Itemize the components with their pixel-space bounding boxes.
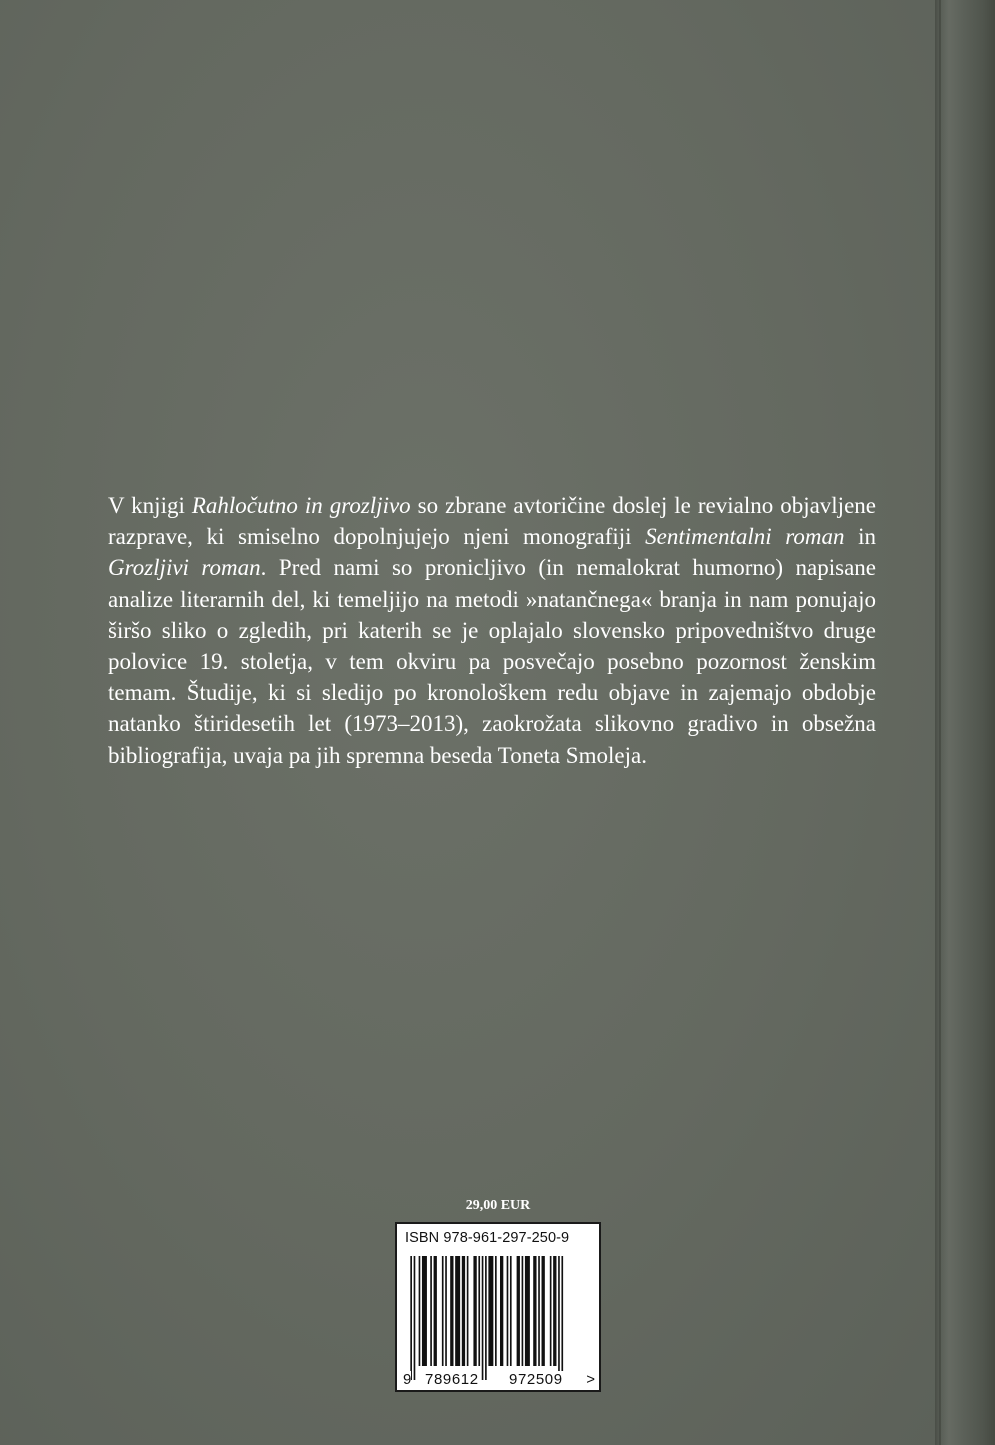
barcode-bar bbox=[522, 1256, 524, 1366]
barcode-digits-left: 789612 bbox=[425, 1371, 479, 1388]
spine-groove bbox=[939, 0, 941, 1445]
barcode-bar bbox=[495, 1256, 497, 1366]
barcode-digits bbox=[401, 1368, 597, 1388]
barcode-bar bbox=[450, 1256, 453, 1366]
barcode-bar bbox=[550, 1256, 552, 1366]
barcode-bar bbox=[462, 1256, 465, 1366]
barcode-bar bbox=[485, 1256, 487, 1380]
barcode-bar bbox=[445, 1256, 447, 1366]
blurb-part-1: V knjigi bbox=[108, 493, 192, 518]
barcode-bar bbox=[538, 1256, 540, 1366]
barcode-bars bbox=[407, 1256, 593, 1380]
barcode-quiet-mark: > bbox=[586, 1371, 595, 1388]
barcode-bar bbox=[533, 1256, 536, 1366]
barcode-bar bbox=[517, 1256, 520, 1366]
blurb-part-4: . Pred nami so pronicljivo (in nemalokrat humorno) napisane analize literarnih del, ki temeljijo na metodi »natančnega« branja in nam ponujajo širšo sliko o zgledih, pri katerih se je oplajalo slovensko pripovedništvo druge polovice 19. stoletja, v tem okviru pa posvečajo posebno pozornost ženskim temam. Študije, ki si sledijo po kronološkem redu objave in zajemajo obdobje natanko štiridesetih let (1973–2013), zaokrožata slikovno gradivo in obsežna bibliografija, uvaja pa jih spremna beseda Toneta Smoleja. bbox=[108, 555, 876, 768]
barcode-bar bbox=[455, 1256, 460, 1366]
monograph-title-1: Sentimentalni roman bbox=[645, 524, 845, 550]
barcode-bar bbox=[558, 1256, 560, 1380]
barcode-bar bbox=[414, 1256, 416, 1380]
barcode-digit-first: 9 bbox=[403, 1371, 412, 1388]
barcode-bar bbox=[500, 1256, 503, 1366]
barcode-bar bbox=[430, 1256, 432, 1366]
spine-edge bbox=[935, 0, 995, 1445]
blurb-part-2: so zbrane avtoričine doslej le revialno objavljene razprave, ki smiselno dopolnjujejo njeni monografiji bbox=[108, 493, 876, 550]
book-title: Rahločutno in grozljivo bbox=[191, 493, 411, 518]
barcode-bar bbox=[473, 1256, 476, 1366]
barcode-bar bbox=[422, 1256, 427, 1366]
price-label: 29,00 EUR bbox=[465, 1198, 531, 1213]
barcode-bar bbox=[482, 1256, 484, 1380]
barcode-bar bbox=[510, 1256, 512, 1366]
barcode-bar bbox=[507, 1256, 509, 1366]
barcode-bar bbox=[525, 1256, 530, 1366]
barcode-bar bbox=[478, 1256, 480, 1366]
isbn-barcode-box bbox=[395, 1222, 601, 1392]
barcode-bar bbox=[442, 1256, 444, 1366]
barcode-bar bbox=[488, 1256, 493, 1366]
isbn-label: ISBN 978-961-297-250-9 bbox=[405, 1230, 570, 1246]
barcode-digits-right: 972509 bbox=[509, 1371, 563, 1388]
blurb-part-3: in bbox=[844, 524, 876, 550]
barcode-bar bbox=[542, 1256, 545, 1366]
barcode-bar bbox=[410, 1256, 412, 1380]
blurb-text bbox=[108, 490, 876, 771]
barcode-bar bbox=[561, 1256, 563, 1380]
barcode-bar bbox=[467, 1256, 469, 1366]
monograph-title-2: Grozljivi roman bbox=[108, 555, 261, 581]
barcode-bar bbox=[419, 1256, 421, 1366]
barcode-bar bbox=[553, 1256, 556, 1366]
barcode-bar bbox=[434, 1256, 437, 1366]
